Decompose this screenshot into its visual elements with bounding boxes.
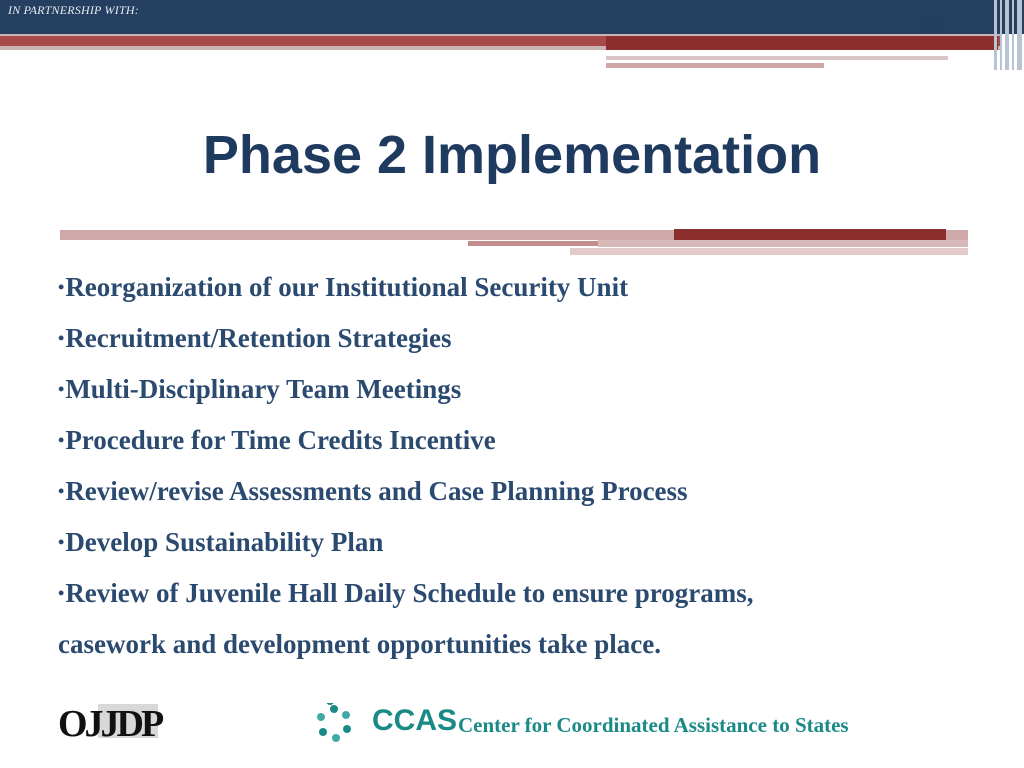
header-bar bbox=[0, 0, 1024, 34]
bullet-text: Review/revise Assessments and Case Planning Process bbox=[65, 476, 688, 506]
title-divider bbox=[598, 240, 968, 247]
bullet-item bbox=[58, 364, 978, 415]
bullet-text: Procedure for Time Credits Incentive bbox=[65, 425, 496, 455]
ojjdp-logo-text: OJJDP bbox=[58, 703, 162, 744]
bullet-continuation bbox=[58, 619, 978, 670]
bullet-item bbox=[58, 313, 978, 364]
ojjdp-logo bbox=[58, 700, 168, 744]
bullet-text: Multi-Disciplinary Team Meetings bbox=[65, 374, 462, 404]
bullet-marker: • bbox=[58, 430, 65, 450]
bullet-marker: • bbox=[58, 481, 65, 501]
bullet-list bbox=[58, 262, 978, 670]
bullet-item bbox=[58, 568, 978, 619]
partnership-label: IN PARTNERSHIP WITH: bbox=[8, 3, 139, 17]
slide-number: 14 bbox=[922, 12, 942, 34]
bullet-item bbox=[58, 415, 978, 466]
ccas-logo-icon bbox=[314, 703, 354, 743]
header-vertical-bars bbox=[990, 0, 1024, 70]
bullet-item bbox=[58, 466, 978, 517]
title-divider bbox=[570, 248, 968, 255]
bullet-text: Review of Juvenile Hall Daily Schedule to ensure programs, bbox=[65, 578, 754, 608]
slide-title: Phase 2 Implementation bbox=[202, 125, 822, 185]
bullet-text: casework and development opportunities take place. bbox=[58, 629, 661, 659]
header-stripe bbox=[606, 56, 948, 60]
bullet-marker: • bbox=[58, 583, 65, 603]
bullet-text: Reorganization of our Institutional Security Unit bbox=[65, 272, 629, 302]
ccas-full-name: Center for Coordinated Assistance to States bbox=[458, 713, 849, 737]
header-stripe bbox=[606, 36, 998, 50]
bullet-text: Develop Sustainability Plan bbox=[65, 527, 384, 557]
bullet-marker: • bbox=[58, 328, 65, 348]
bullet-marker: • bbox=[58, 277, 65, 297]
header-stripe bbox=[606, 63, 824, 68]
bullet-marker: • bbox=[58, 379, 65, 399]
bullet-marker: • bbox=[58, 532, 65, 552]
bullet-item bbox=[58, 517, 978, 568]
bullet-text: Recruitment/Retention Strategies bbox=[65, 323, 452, 353]
bullet-item bbox=[58, 262, 978, 313]
ccas-logo-text: CCAS bbox=[372, 704, 458, 737]
